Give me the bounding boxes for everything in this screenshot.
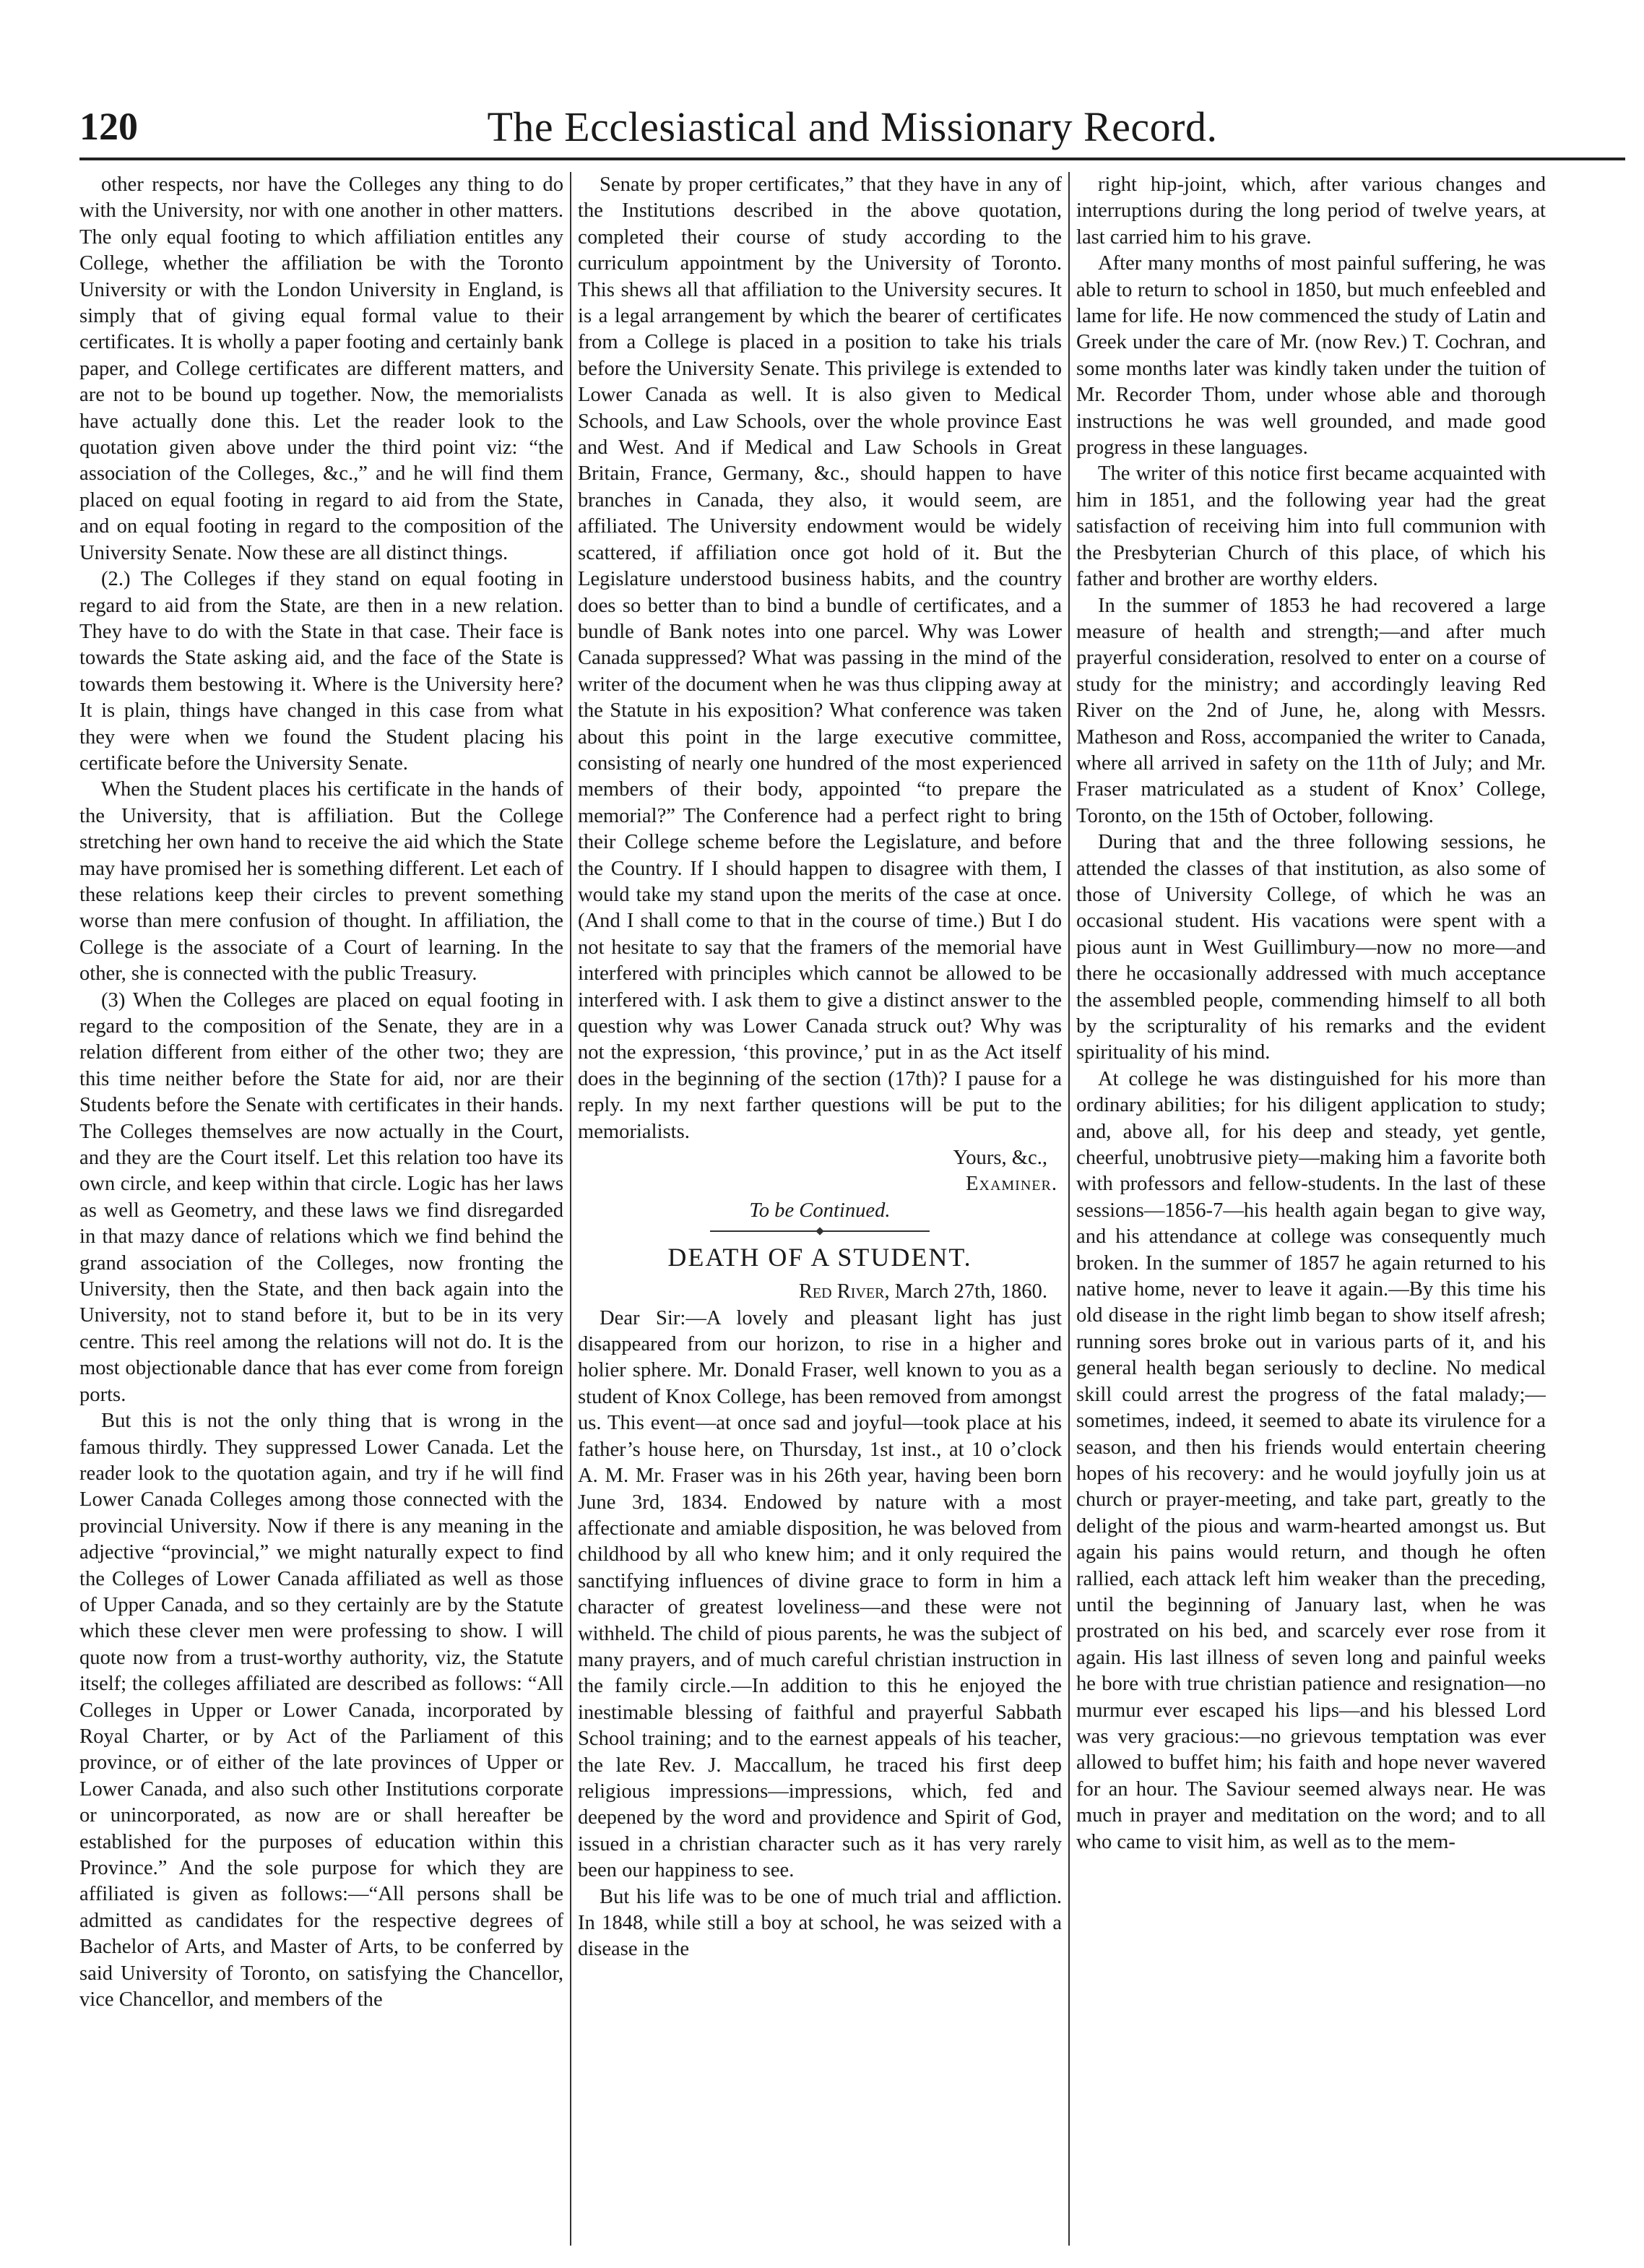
dateline-date: March 27th, 1860. <box>894 1280 1047 1303</box>
paragraph: Senate by proper certificates,” that they have in any of the Institutions described in the above quotation, completed their course of study according to the curriculum appointment by the University of Toronto. This shews all that affiliation to the University secures. It is a legal arrangement by which the bearer of certificates from a College is placed in a position to take his trials before the University Senate. This privilege is extended to Lower Canada as well. It is also given to Medical Schools, and Law Schools, over the whole province East and West. And if Medical and Law Schools in Great Britain, France, Germany, &c., should happen to have branches in Canada, they also, it would seem, are affiliated. The University endowment would be widely scattered, if affiliation once got hold of it. But the Legislature understood business habits, and the country does so better than to bind a bundle of certificates, and a bundle of Bank notes into one parcel. Why was Lower Canada suppressed? What was passing in the mind of the writer of the document when he was thus clipping away at the Statute in his exposition? What conference was taken about this point in the large executive committee, consisting of nearly one hundred of the most experienced members of their body, appointed “to prepare the memorial?” The Conference had a perfect right to bring their College scheme before the Legislature, and before the Country. If I should happen to disagree with them, I would take my stand upon the merits of the case at once. (And I shall come to that in the course of time.) But I do not hesitate to say that the framers of the memorial have interfered with principles which cannot be allowed to be interfered with. I ask them to give a distinct answer to the question why was Lower Canada struck out? Why was not the expression, ‘this province,’ put in as the Act itself does in the beginning of the section (17th)? I pause for a reply. In my next farther questions will be put to the memorialists. <box>578 173 1062 1143</box>
article-dateline <box>578 1279 1062 1305</box>
paragraph: The writer of this notice first became acquainted with him in 1851, and the following year had the great satisfaction of receiving him into full communion with the Presbyterian Church of this place, of which his father and brother are worthy elders. <box>1076 462 1546 591</box>
paragraph: right hip-joint, which, after various changes and interruptions during the long period of twelve years, at last carried him to his grave. <box>1076 173 1546 249</box>
paragraph: At college he was distinguished for his more than ordinary abilities; for his diligent application to study; and, above all, for his deep and steady, yet gentle, cheerful, unobtrusive piety—making him a favorite both with professors and fellow-students. In the last of these sessions—1856-7—his health again began to give way, and his attendance at college was consequently much broken. In the summer of 1857 he again returned to his native home, never to leave it again.—By this time his old disease in the right limb began to show itself afresh; running sores broke out in various parts of it, and his general health began seriously to decline. No medical skill could arrest the progress of the fatal malady;—sometimes, indeed, it seemed to abate its virulence for a season, and then his friends would entertain cheering hopes of his recovery: and he would joyfully join us at church or prayer-meeting, and take part, greatly to the delight of the pious and warm-hearted amongst us. But again his pains would return, and though he often rallied, each attack left him weaker than the preceding, until the beginning of January last, when he was prostrated on his bed, and scarcely ever rose from it again. His last illness of seven long and painful weeks he bore with true christian patience and resignation—no murmur ever escaped his lips—and his blessed Lord was very gracious:—no grievous temptation was ever allowed to buffet him; his faith and hope never wavered for an hour. The Saviour seemed always near. He was much in prayer and meditation on the word; and to all who came to visit him, as well as to the mem- <box>1076 1067 1546 1853</box>
page-number: 120 <box>79 105 138 148</box>
page-header <box>79 101 1625 160</box>
section-divider-ornament <box>578 1224 1062 1238</box>
paragraph: But his life was to be one of much trial and affliction. In 1848, while still a boy at school, he was seized with a disease in the <box>578 1885 1062 1961</box>
paragraph: In the summer of 1853 he had recovered a large measure of health and strength;—and after much prayerful consideration, resolved to enter on a course of study for the ministry; and accordingly leaving Red River on the 2nd of June, he, along with Messrs. Matheson and Ross, accompanied the writer to Canada, where all arrived in safety on the 11th of July; and Mr. Fraser matriculated as a student of Knox’ College, Toronto, on the 15th of October, following. <box>1076 594 1546 827</box>
paragraph: other respects, nor have the Colleges any thing to do with the University, nor with one another in other matters. The only equal footing to which affiliation entitles any College, whether the affiliation be with the Toronto University or with the London University in England, is simply that of giving equal formal value to their certificates. It is wholly a paper footing and certainly bank paper, and College certificates are different matters, and are not to be bound up together. Now, the memorialists have actually done this. Let the reader look to the quotation given above under the third point viz: “the association of the Colleges, &c.,” and he will find them placed on equal footing in regard to aid from the State, and on equal footing in regard to the composition of the University Senate. Now these are all distinct things. <box>79 173 563 564</box>
dateline-place: Red River, <box>798 1280 890 1303</box>
running-title: The Ecclesiastical and Missionary Record. <box>487 103 1218 150</box>
column-3 <box>1076 172 1546 2246</box>
article-title: DEATH OF A STUDENT. <box>667 1243 972 1272</box>
column-divider <box>1068 172 1070 2246</box>
paragraph: But this is not the only thing that is wrong in the famous thirdly. They suppressed Lower Canada. Let the reader look to the quotation again, and try if he will find Lower Canada Colleges among those connected with the provincial University. Now if there is any meaning in the adjective “provincial,” we might naturally expect to find the Colleges of Lower Canada affiliated as well as those of Upper Canada, and so they certainly are by the Statute which these clever men were professing to show. I will quote now from a trust-worthy authority, viz, the Statute itself; the colleges affiliated are described as follows: “All Colleges in Upper or Lower Canada, incorporated by Royal Charter, or by Act of the Parliament of this province, or of either of the late provinces of Upper or Lower Canada, and also such other Institutions corporate or unincorporated, as now are or shall hereafter be established for the purposes of education within this Province.” And the sole purpose for which they are affiliated is given as follows:—“All persons shall be admitted as candidates for the respective degrees of Bachelor of Arts, and Master of Arts, to be conferred by said University of Toronto, on satisfying the Chancellor, vice Chancellor, and members of the <box>79 1410 563 2012</box>
letter-signoff: Yours, &c., <box>953 1147 1047 1170</box>
paragraph: (3) When the Colleges are placed on equal footing in regard to the composition of the Senate, they are in a relation different from either of the other two; they are this time neither before the State for aid, nor are their Students before the Senate with certificates in their hands. The Colleges themselves are now actually in the Court, and they are the Court itself. Let this relation too have its own circle, and keep within that circle. Logic has her laws as well as Geometry, and these laws we find disregarded in that mazy dance of relations which we find behind the grand association of the Colleges, now fronting the University, then the State, and then back again into the University, not to stand before it, but to be in its very centre. This reel among the relations will not do. It is the most objectionable dance that has ever come from foreign ports. <box>79 988 563 1406</box>
to-be-continued-note: To be Continued. <box>749 1199 891 1222</box>
column-divider <box>570 172 571 2246</box>
column-1 <box>79 172 563 2246</box>
column-2 <box>578 172 1062 2246</box>
paragraph: (2.) The Colleges if they stand on equal footing in regard to aid from the State, are then in a new relation. They have to do with the State in that case. Their face is towards the State asking aid, and the face of the State is towards them bestowing it. Where is the University here? It is plain, things have changed in this case from what they were when we found the Student placing his certificate before the University Senate. <box>79 568 563 775</box>
letter-signature: Examiner. <box>966 1173 1057 1196</box>
paragraph: During that and the three following sessions, he attended the classes of that institution, as also some of those of University College, of which he was an occasional student. His vacations were spent with a pious aunt in West Guillimbury—now no more—and there he occasionally addressed with much acceptance the assembled people, commending himself to all both by the scripturality of his remarks and the evident spirituality of his mind. <box>1076 831 1546 1064</box>
paragraph: Dear Sir:—A lovely and pleasant light has just disappeared from our horizon, to rise in a higher and holier sphere. Mr. Donald Fraser, well known to you as a student of Knox College, has been removed from amongst us. This event—at once sad and joyful—took place at his father’s house here, on Thursday, 1st inst., at 10 o’clock A. M. Mr. Fraser was in his 26th year, having been born June 3rd, 1834. Endowed by nature with a most affectionate and amiable disposition, he was beloved from childhood by all who knew him; and it only required the sanctifying influences of divine grace to form in him a character of greatest loveliness—and these were not withheld. The child of pious parents, he was the subject of many prayers, and of much careful christian instruction in the family circle.—In addition to this he enjoyed the inestimable blessing of faithful and prayerful Sabbath School training; and to the earnest appeals of his teacher, the late Rev. J. Maccallum, he traced his first deep religious impressions—impressions, which, fed and deepened by the word and providence and Spirit of God, issued in a christian character such as it has very rarely been our happiness to see. <box>578 1306 1062 1882</box>
paragraph: When the Student places his certificate in the hands of the University, that is affiliation. But the College stretching her own hand to receive the aid which the State may have promised her is something different. Let each of these relations keep their circles to prevent something worse than mere confusion of thought. In affiliation, the College is the associate of a Court of learning. In the other, she is connected with the public Treasury. <box>79 778 563 986</box>
paragraph: After many months of most painful suffering, he was able to return to school in 1850, but much enfeebled and lame for life. He now commenced the study of Latin and Greek under the care of Mr. (now Rev.) T. Cochran, and some months later was kindly taken under the tuition of Mr. Recorder Thom, under whose able and thorough instructions he was well grounded, and made good progress in these languages. <box>1076 252 1546 460</box>
